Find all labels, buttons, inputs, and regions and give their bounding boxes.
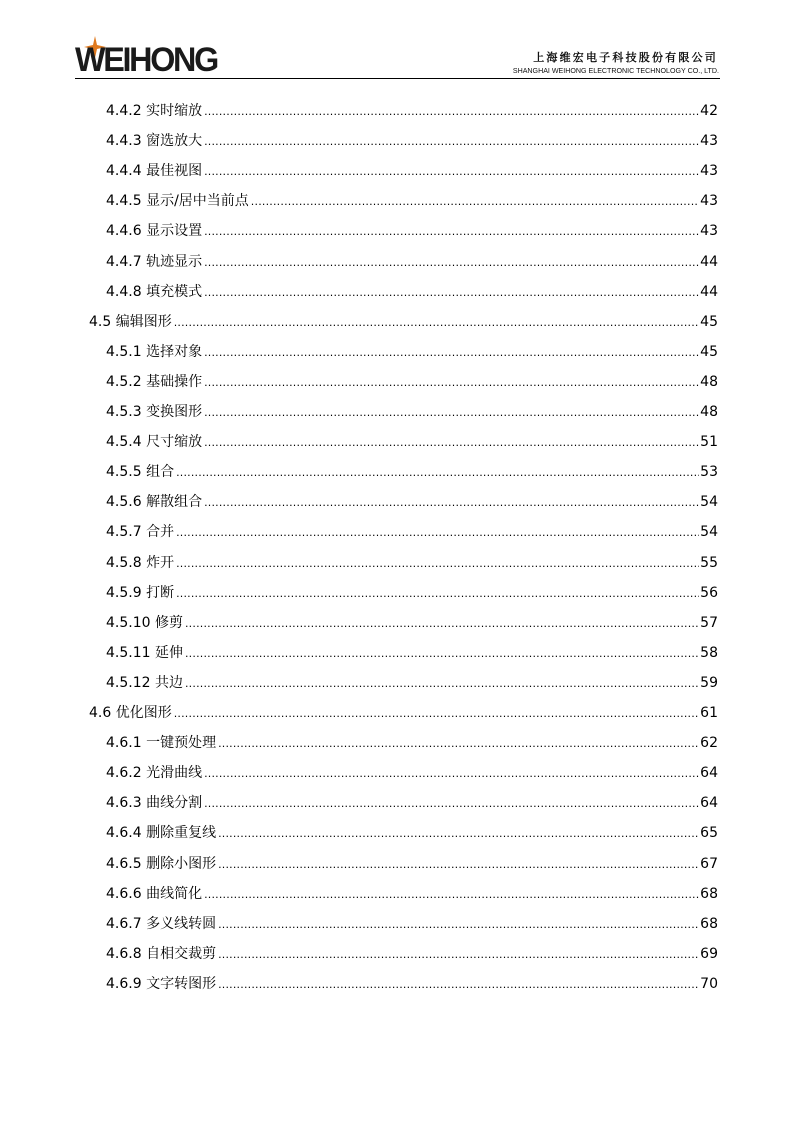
dot-leader [204,248,699,278]
dot-leader [218,940,699,970]
toc-entry-title [106,247,204,277]
toc-entry[interactable] [106,758,718,788]
toc-entry-number: 4.6.2 [106,765,142,782]
dot-leader [204,488,699,518]
toc-entry[interactable] [106,578,718,608]
toc-entry-number: 4.6.3 [106,795,142,812]
toc-entry-title [106,728,218,758]
toc-entry-number: 4.6.6 [106,885,142,902]
toc-entry-number: 4.5.9 [106,584,142,601]
toc-entry[interactable] [106,216,718,246]
company-logo [75,36,250,80]
toc-entry-number: 4.4.5 [106,193,142,210]
toc-entry[interactable] [106,608,718,638]
dot-leader [204,217,699,247]
toc-entry[interactable] [106,849,718,879]
toc-entry-title [106,216,204,246]
toc-entry-page: 62 [700,735,718,752]
toc-entry[interactable] [106,186,718,216]
toc-entry-label: 多义线转圆 [146,915,217,932]
toc-entry-label: 窗选放大 [146,133,203,150]
toc-entry-page: 64 [700,795,718,812]
toc-entry-number: 4.5.10 [106,614,151,631]
toc-entry[interactable] [106,728,718,758]
company-name-en: SHANGHAI WEIHONG ELECTRONIC TECHNOLOGY CO., LTD. [512,67,719,75]
toc-entry-title [106,909,218,939]
toc-entry-page: 65 [700,825,718,842]
toc-entry[interactable] [106,247,718,277]
toc-entry-label: 实时缩放 [146,103,203,119]
toc-entry-page: 48 [700,373,718,390]
dot-leader [204,398,699,428]
toc-entry-number: 4.4.3 [106,133,142,150]
dot-leader [174,308,699,338]
toc-entry[interactable] [106,879,718,909]
toc-entry-label: 删除重复线 [146,825,217,842]
toc-entry-label: 选择对象 [146,343,203,360]
toc-entry-page: 43 [700,163,718,180]
toc-entry-label: 显示设置 [146,223,203,240]
toc-entry-label: 文字转图形 [146,975,217,992]
toc-entry-title [106,939,218,969]
dot-leader [251,187,699,217]
toc-entry-title [106,969,218,999]
toc-entry-title [106,186,251,216]
toc-entry-number: 4.6.4 [106,825,142,842]
toc-entry-page: 68 [700,885,718,902]
toc-entry[interactable] [106,427,718,457]
toc-entry-number: 4.4.2 [106,103,142,119]
toc-entry[interactable] [106,367,718,397]
dot-leader [218,729,699,759]
toc-entry[interactable] [106,939,718,969]
dot-leader [204,789,699,819]
toc-entry-label: 解散组合 [146,494,203,511]
toc-entry-label: 优化图形 [115,705,172,721]
toc-entry-title [106,608,185,638]
toc-entry-title [106,879,204,909]
dot-leader [218,910,699,940]
dot-leader [185,639,699,669]
toc-entry-title [106,397,204,427]
company-name-cn: 上海维宏电子科技股份有限公司 [533,51,718,64]
toc-entry-number: 4.5.2 [106,373,142,390]
toc-entry-page: 64 [700,765,718,782]
toc-entry-title [106,578,176,608]
toc-entry[interactable] [106,397,718,427]
toc-entry-label: 基础操作 [146,373,203,390]
dot-leader [176,549,699,579]
toc-entry-label: 删除小图形 [146,855,217,872]
toc-entry-title [106,818,218,848]
toc-entry-number: 4.4.8 [106,283,142,300]
toc-entry[interactable] [106,668,718,698]
toc-entry-number: 4.6 [89,705,112,721]
toc-entry-title [106,277,204,307]
dot-leader [185,609,699,639]
toc-entry-number: 4.5.6 [106,494,142,511]
toc-entry-page: 45 [700,313,718,330]
toc-entry[interactable] [106,969,718,999]
toc-entry[interactable] [106,548,718,578]
toc-entry-number: 4.6.9 [106,975,142,992]
toc-entry[interactable] [106,126,718,156]
toc-entry[interactable] [106,487,718,517]
toc-entry-page: 67 [700,855,718,872]
logo-wordmark: WEIHONG [75,41,217,79]
toc-entry[interactable] [106,96,718,126]
toc-entry-page: 54 [700,494,718,511]
toc-entry-number: 4.4.6 [106,223,142,240]
toc-entry-number: 4.5.5 [106,464,142,481]
toc-entry-title [106,367,204,397]
dot-leader [204,368,699,398]
toc-entry-label: 显示/居中当前点 [146,193,249,210]
toc-entry-page: 56 [700,584,718,601]
toc-entry-page: 48 [700,404,718,420]
toc-entry-page: 70 [700,975,718,992]
toc-entry-title [89,698,174,728]
dot-leader [218,819,699,849]
dot-leader [204,278,699,308]
toc-entry-title [106,668,185,698]
toc-entry[interactable] [89,307,718,337]
toc-entry-title [106,156,204,186]
toc-entry-title [89,307,174,337]
toc-entry-page: 43 [700,133,718,150]
dot-leader [204,880,699,910]
dot-leader [174,699,699,729]
dot-leader [176,518,699,548]
toc-entry-label: 延伸 [154,644,183,661]
page-header [75,36,720,80]
toc-entry[interactable] [106,517,718,547]
toc-entry-label: 炸开 [146,554,175,571]
toc-entry-page: 43 [700,223,718,240]
dot-leader [204,759,699,789]
toc-entry-page: 58 [700,644,718,661]
toc-entry-label: 尺寸缩放 [146,434,203,451]
dot-leader [204,97,699,127]
toc-entry-page: 57 [700,614,718,631]
toc-entry-number: 4.5.3 [106,404,142,420]
toc-entry-label: 光滑曲线 [146,765,203,782]
toc-entry-title [106,638,185,668]
toc-entry-number: 4.5 [89,313,112,330]
toc-entry-title [106,758,204,788]
toc-entry-label: 一键预处理 [146,735,217,752]
dot-leader [204,157,699,187]
dot-leader [185,669,699,699]
toc-entry-label: 填充模式 [146,283,203,300]
dot-leader [204,428,699,458]
toc-entry-number: 4.5.11 [106,644,151,661]
toc-entry[interactable] [106,909,718,939]
toc-entry-page: 68 [700,915,718,932]
toc-entry-label: 曲线简化 [146,885,203,902]
toc-entry-title [106,487,204,517]
toc-entry[interactable] [106,818,718,848]
dot-leader [218,850,699,880]
toc-entry-number: 4.6.7 [106,915,142,932]
toc-entry-label: 自相交裁剪 [146,945,217,962]
toc-entry-page: 44 [700,253,718,270]
toc-entry-page: 42 [700,103,718,119]
toc-entry-page: 45 [700,343,718,360]
dot-leader [204,127,699,157]
toc-entry-title [106,457,176,487]
toc-entry-page: 43 [700,193,718,210]
dot-leader [176,458,699,488]
dot-leader [218,970,699,1000]
toc-entry-number: 4.5.7 [106,524,142,541]
toc-entry-page: 59 [700,674,718,691]
toc-entry[interactable] [106,156,718,186]
toc-entry-page: 69 [700,945,718,962]
toc-entry-number: 4.4.7 [106,253,142,270]
toc-entry-title [106,126,204,156]
toc-entry-title [106,427,204,457]
toc-entry-label: 合并 [146,524,175,541]
toc-entry-number: 4.5.8 [106,554,142,571]
toc-entry-page: 61 [700,705,718,721]
toc-entry-title [106,849,218,879]
toc-entry-number: 4.5.12 [106,674,151,691]
toc-entry-number: 4.6.8 [106,945,142,962]
toc-entry-title [106,548,176,578]
toc-entry-page: 55 [700,554,718,571]
toc-entry-title [106,788,204,818]
toc-entry-page: 54 [700,524,718,541]
toc-entry-page: 53 [700,464,718,481]
toc-entry-title [106,517,176,547]
toc-entry[interactable] [106,638,718,668]
toc-entry-label: 轨迹显示 [146,253,203,270]
toc-entry-label: 修剪 [154,614,183,631]
toc-entry[interactable] [106,788,718,818]
toc-entry-label: 打断 [146,584,175,601]
toc-entry-page: 51 [700,434,718,451]
toc-entry-label: 曲线分割 [146,795,203,812]
toc-entry-title [106,96,204,126]
toc-entry[interactable] [106,337,718,367]
toc-entry-label: 组合 [146,464,175,481]
toc-entry[interactable] [106,277,718,307]
dot-leader [204,338,699,368]
toc-entry-number: 4.5.4 [106,434,142,451]
toc-entry-label: 共边 [154,674,183,691]
toc-entry-number: 4.5.1 [106,343,142,360]
toc-entry[interactable] [106,457,718,487]
toc-entry-page: 44 [700,283,718,300]
toc-entry-label: 编辑图形 [115,313,172,330]
toc-entry-number: 4.4.4 [106,163,142,180]
toc-entry[interactable] [89,698,718,728]
toc-entry-label: 最佳视图 [146,163,203,180]
dot-leader [176,579,699,609]
toc-entry-number: 4.6.5 [106,855,142,872]
toc-entry-label: 变换图形 [146,404,203,420]
header-divider [75,78,720,79]
toc-entry-number: 4.6.1 [106,735,142,752]
toc-entry-title [106,337,204,367]
